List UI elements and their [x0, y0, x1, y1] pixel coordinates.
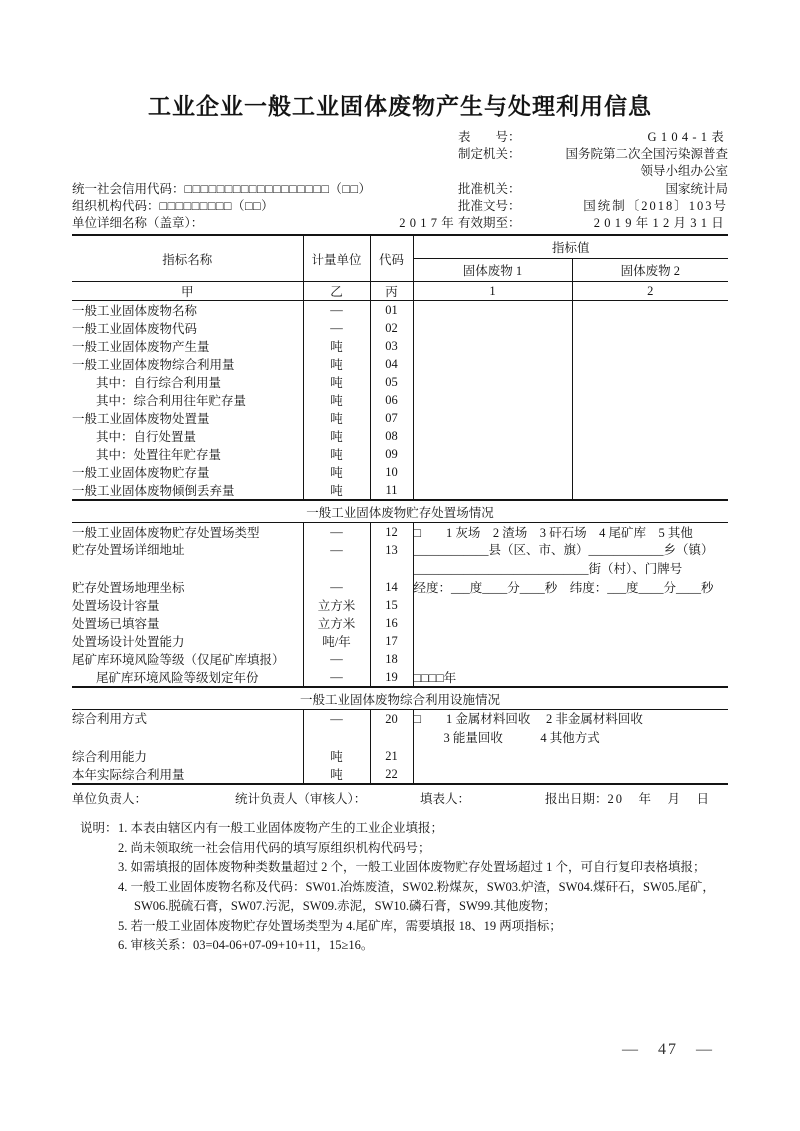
table-row [72, 523, 728, 542]
unit-cell: — [303, 523, 370, 542]
report-year: 2017年 [399, 216, 458, 231]
table-row [72, 355, 728, 373]
doc-number-value: 国统制〔2018〕103号 [583, 198, 728, 213]
code-cell: 20 [370, 710, 413, 748]
unit-cell: 吨 [303, 409, 370, 427]
waste2-value-cell [572, 355, 728, 373]
indicator-name: 尾矿库环境风险等级（仅尾矿库填报） [72, 653, 285, 668]
credit-code-label: 统一社会信用代码： [72, 181, 185, 196]
valid-until-label: 有效期至： [458, 216, 521, 231]
indicator-name: 一般工业固体废物综合利用量 [72, 358, 235, 373]
unit-cell: 吨 [303, 391, 370, 409]
waste1-value-cell [413, 355, 572, 373]
unit-cell: 吨 [303, 463, 370, 481]
col-header-waste2: 固体废物 2 [572, 259, 728, 282]
indicator-name: 处置场设计容量 [72, 599, 160, 614]
utilization-options-line1: □ 1 金属材料回收 2 非金属材料回收 [413, 712, 643, 727]
unit-cell: 吨 [303, 355, 370, 373]
note-item: 1. 本表由辖区内有一般工业固体废物产生的工业企业填报； [118, 821, 444, 836]
table-row [72, 614, 728, 632]
code-cell: 21 [370, 747, 413, 765]
value-cell-address [413, 541, 728, 578]
stub-1: 1 [413, 282, 572, 301]
table-row [72, 747, 728, 765]
credit-code-row [72, 181, 458, 198]
report-date [545, 789, 728, 807]
unit-cell: 吨 [303, 481, 370, 500]
table-row [72, 541, 728, 578]
valid-until-row [458, 215, 728, 232]
table-row [72, 373, 728, 391]
stub-yi: 乙 [303, 282, 370, 301]
table-row [72, 337, 728, 355]
table-row [72, 710, 728, 748]
code-cell: 16 [370, 614, 413, 632]
col-header-waste1: 固体废物 1 [413, 259, 572, 282]
indicator-name: 一般工业固体废物贮存量 [72, 466, 210, 481]
table-row [72, 463, 728, 481]
maker-value-line1: 国务院第二次全国污染源普查 [565, 147, 728, 162]
unit-cell: 立方米 [303, 614, 370, 632]
unit-cell: 吨 [303, 445, 370, 463]
org-code-boxes: □□□□□□□□□（□□） [159, 198, 275, 213]
code-cell: 14 [370, 578, 413, 596]
value-cell-utilization-options [413, 710, 728, 748]
section-band-row [72, 500, 728, 523]
unit-cell: 吨/年 [303, 632, 370, 650]
code-cell: 05 [370, 373, 413, 391]
credit-code-boxes: □□□□□□□□□□□□□□□□□□（□□） [184, 181, 372, 196]
indicator-name: 综合利用能力 [72, 750, 148, 765]
code-cell: 02 [370, 319, 413, 337]
stub-2: 2 [572, 282, 728, 301]
code-cell: 10 [370, 463, 413, 481]
indicator-name: 其中：综合利用往年贮存量 [96, 394, 247, 409]
indicator-name: 综合利用方式 [72, 712, 148, 727]
indicator-name: 贮存处置场详细地址 [72, 543, 185, 558]
code-cell: 08 [370, 427, 413, 445]
stub-bing: 丙 [370, 282, 413, 301]
code-cell: 06 [370, 391, 413, 409]
stat-head-label: 统计负责人（审核人）： [235, 792, 367, 807]
value-cell [413, 765, 728, 784]
doc-number-label: 批准文号： [458, 198, 521, 213]
indicator-name: 一般工业固体废物产生量 [72, 340, 210, 355]
indicator-name: 其中：自行综合利用量 [96, 376, 222, 391]
indicator-name: 其中：处置往年贮存量 [96, 448, 222, 463]
indicator-name: 一般工业固体废物代码 [72, 322, 198, 337]
indicators-table [72, 234, 728, 785]
unit-cell: 立方米 [303, 596, 370, 614]
indicator-name: 尾矿库环境风险等级划定年份 [96, 671, 259, 686]
value-cell-coordinates: 经度：___度____分____秒 纬度：___度____分____秒 [413, 578, 728, 596]
maker-label: 制定机关： [458, 147, 521, 162]
waste2-value-cell [572, 337, 728, 355]
form-number-value: G104-1表 [647, 130, 728, 144]
unit-cell: — [303, 301, 370, 320]
table-row [72, 668, 728, 687]
table-row [72, 596, 728, 614]
form-number-row [458, 129, 728, 146]
table-row [72, 578, 728, 596]
waste1-value-cell [413, 409, 572, 427]
unit-cell: 吨 [303, 337, 370, 355]
maker-value-line2: 领导小组办公室 [640, 164, 728, 179]
code-cell: 11 [370, 481, 413, 500]
code-cell: 18 [370, 650, 413, 668]
code-cell: 17 [370, 632, 413, 650]
col-header-value: 指标值 [413, 235, 728, 259]
value-cell [413, 596, 728, 614]
waste2-value-cell [572, 463, 728, 481]
unit-cell: — [303, 578, 370, 596]
unit-cell: — [303, 541, 370, 578]
indicator-name: 一般工业固体废物贮存处置场类型 [72, 526, 260, 541]
waste1-value-cell [413, 463, 572, 481]
unit-cell: 吨 [303, 373, 370, 391]
code-cell: 22 [370, 765, 413, 784]
indicator-name: 本年实际综合利用量 [72, 768, 185, 783]
code-cell: 01 [370, 301, 413, 320]
table-row [72, 650, 728, 668]
note-item: 6. 审核关系：03=04-06+07-09+10+11，15≥16。 [118, 938, 374, 953]
code-cell: 12 [370, 523, 413, 542]
table-row [72, 391, 728, 409]
waste2-value-cell [572, 481, 728, 500]
meta-right-block [458, 129, 728, 232]
table-row [72, 445, 728, 463]
address-line-1: ____________县（区、市、旗）____________乡（镇） [413, 543, 714, 558]
report-date-value: 20 年 月 日 [607, 792, 712, 807]
maker-row [458, 146, 728, 163]
note-item: 4. 一般工业固体废物名称及代码：SW01.冶炼废渣，SW02.粉煤灰，SW03.炉渣，SW04.煤矸石，SW05.尾矿，SW06.脱硫石膏，SW07.污泥，SW09.赤泥，SW10.磷石膏，SW99.其他废物； [118, 879, 715, 914]
section-band-row [72, 687, 728, 710]
form-meta [72, 129, 728, 232]
utilization-options-line2: 3 能量回收 4 其他方式 [443, 730, 600, 745]
waste2-value-cell [572, 409, 728, 427]
waste2-value-cell [572, 319, 728, 337]
unit-cell: — [303, 710, 370, 748]
note-item: 3. 如需填报的固体废物种类数量超过 2 个，一般工业固体废物贮存处置场超过 1 个，可自行复印表格填报； [118, 860, 706, 875]
indicator-name: 处置场设计处置能力 [72, 635, 185, 650]
col-header-code: 代码 [370, 235, 413, 282]
unit-name-label: 单位详细名称（盖章）： [72, 216, 204, 231]
filler-label: 填表人： [420, 792, 471, 807]
waste2-value-cell [572, 427, 728, 445]
indicator-name: 贮存处置场地理坐标 [72, 581, 185, 596]
note-item: 2. 尚未领取统一社会信用代码的填写原组织机构代码号； [118, 840, 431, 855]
unit-name-row [72, 215, 458, 232]
waste2-value-cell [572, 391, 728, 409]
code-cell: 04 [370, 355, 413, 373]
code-cell: 03 [370, 337, 413, 355]
page-number: — 47 — [621, 1041, 714, 1058]
approver-row [458, 181, 728, 198]
value-cell [413, 632, 728, 650]
unit-cell: 吨 [303, 427, 370, 445]
notes-section [80, 819, 728, 956]
note-item: 5. 若一般工业固体废物贮存处置场类型为 4.尾矿库，需要填报 18、19 两项指标； [118, 918, 562, 933]
address-line-2: ____________________________街（村）、门牌号 [413, 561, 683, 576]
unit-cell: — [303, 650, 370, 668]
form-number-label: 表 号： [458, 130, 521, 144]
value-cell [413, 614, 728, 632]
section-title-utilization: 一般工业固体废物综合利用设施情况 [72, 687, 728, 710]
unit-head-label: 单位负责人： [72, 792, 148, 807]
code-cell: 09 [370, 445, 413, 463]
table-row [72, 409, 728, 427]
table-row [72, 301, 728, 320]
table-row [72, 319, 728, 337]
unit-cell: — [303, 319, 370, 337]
approver-value: 国家统计局 [665, 181, 728, 196]
col-header-unit: 计量单位 [303, 235, 370, 282]
unit-cell: — [303, 668, 370, 687]
col-header-indicator: 指标名称 [72, 235, 303, 282]
waste1-value-cell [413, 337, 572, 355]
org-code-label: 组织机构代码： [72, 198, 160, 213]
doc-number-row [458, 198, 728, 215]
org-code-row [72, 198, 458, 215]
indicator-name: 其中：自行处置量 [96, 430, 197, 445]
section-title-storage: 一般工业固体废物贮存处置场情况 [72, 500, 728, 523]
indicator-name: 一般工业固体废物名称 [72, 304, 198, 319]
table-row [72, 481, 728, 500]
form-title: 工业企业一般工业固体废物产生与处理利用信息 [148, 94, 652, 119]
indicator-name: 一般工业固体废物处置量 [72, 412, 210, 427]
waste1-value-cell [413, 319, 572, 337]
table-row [72, 765, 728, 784]
waste1-value-cell [413, 445, 572, 463]
waste1-value-cell [413, 301, 572, 320]
unit-cell: 吨 [303, 765, 370, 784]
code-cell: 15 [370, 596, 413, 614]
value-cell [413, 747, 728, 765]
notes-body [118, 819, 728, 956]
valid-until-value: 2019年12月31日 [593, 216, 728, 231]
waste2-value-cell [572, 445, 728, 463]
waste2-value-cell [572, 373, 728, 391]
table-row [72, 632, 728, 650]
waste1-value-cell [413, 373, 572, 391]
approver-label: 批准机关： [458, 181, 521, 196]
value-cell-year-boxes: □□□□年 [413, 668, 728, 687]
report-date-label: 报出日期： [545, 792, 608, 807]
unit-cell: 吨 [303, 747, 370, 765]
indicator-name: 一般工业固体废物倾倒丢弃量 [72, 484, 235, 499]
signature-row [72, 785, 728, 811]
waste1-value-cell [413, 427, 572, 445]
value-cell-options: □ 1 灰场 2 渣场 3 矸石场 4 尾矿库 5 其他 [413, 523, 728, 542]
waste2-value-cell [572, 301, 728, 320]
meta-left-block [72, 129, 458, 232]
value-cell [413, 650, 728, 668]
waste1-value-cell [413, 391, 572, 409]
code-cell: 13 [370, 541, 413, 578]
code-cell: 19 [370, 668, 413, 687]
code-cell: 07 [370, 409, 413, 427]
table-row [72, 427, 728, 445]
notes-label: 说明： [80, 821, 118, 836]
indicator-name: 处置场已填容量 [72, 617, 160, 632]
stub-jia: 甲 [72, 282, 303, 301]
waste1-value-cell [413, 481, 572, 500]
maker-row-cont [458, 163, 728, 180]
